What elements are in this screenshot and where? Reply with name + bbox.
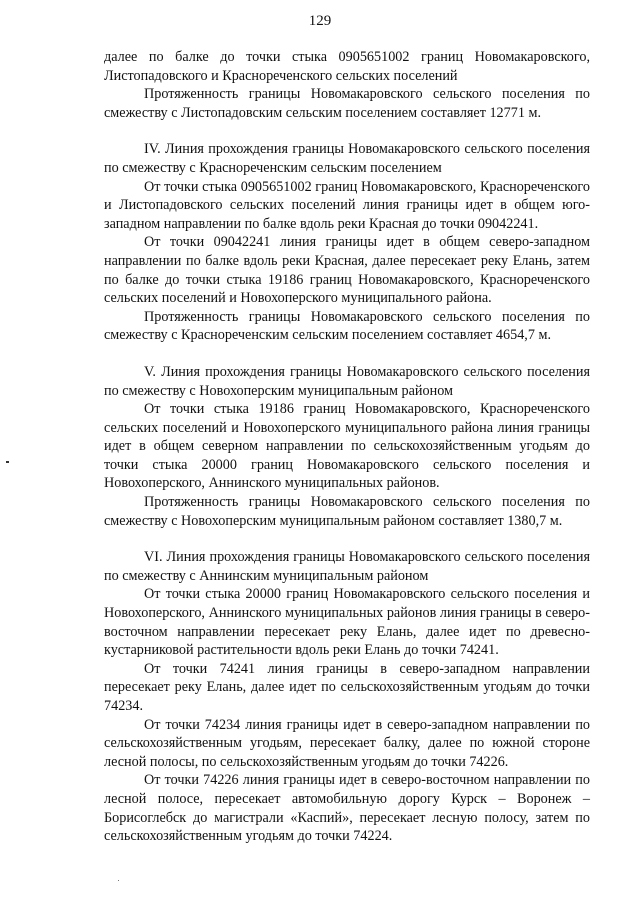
section-spacer <box>104 530 590 548</box>
section-paragraph: От точки 74226 линия границы идет в северо-восточном направлении по лесной полосе, пересекает автомобильную дорогу Курск – Воронеж – Борисоглебск до магистрали «Каспий», пересекает лесную полосу, затем по сельскохозяйственным угодьям до точки 74224. <box>104 772 590 845</box>
section-paragraph: От точки стыка 0905651002 границ Новомакаровского, Краснореченского и Листопадовского сельских поселений линия границы идет в общем юго-западном направлении по балке вдоль реки Красная до точки 09042241. <box>104 178 590 232</box>
section-heading: IV. Линия прохождения границы Новомакаровского сельского поселения по смежеству с Краснореченским сельским поселением <box>104 141 590 176</box>
section-paragraph: От точки 09042241 линия границы идет в общем северо-западном направлении по балке вдоль реки Красная, далее пересекает реку Елань, затем по балке до точки стыка 19186 границ Новомакаровского, Краснореченского сельских поселений и Новохоперского муниципального района. <box>104 234 590 307</box>
page-number: 129 <box>308 13 332 29</box>
intro-continuation: далее по балке до точки стыка 0905651002 границ Новомакаровского, Листопадовского и Краснореченского сельских поселений <box>104 49 590 84</box>
section-spacer <box>104 122 590 140</box>
document-body <box>104 48 590 846</box>
section-spacer <box>104 345 590 363</box>
section-paragraph: От точки стыка 19186 границ Новомакаровского, Краснореченского сельских поселений и Новохоперского муниципального района линия границы идет в общем северном направлении по сельскохозяйственным угодьям до точки стыка 20000 границ Новомакаровского сельского поселения и Новохоперского, Аннинского муниципальных районов. <box>104 401 590 492</box>
intro-length-paragraph: Протяженность границы Новомакаровского сельского поселения по смежеству с Листопадовским сельским поселением составляет 12771 м. <box>104 86 590 121</box>
section-paragraph: От точки 74234 линия границы идет в северо-западном направлении по сельскохозяйственным угодьям, пересекает балку, далее по южной стороне лесной полосы, по сельскохозяйственным угодьям до точки 74226. <box>104 716 590 770</box>
section-paragraph: Протяженность границы Новомакаровского сельского поселения по смежеству с Новохоперским муниципальным районом составляет 1380,7 м. <box>104 494 590 529</box>
section-paragraph: От точки стыка 20000 границ Новомакаровского сельского поселения и Новохоперского, Аннинского муниципальных районов линия границы в северо-восточном направлении пересекает реку Елань, далее идет по древесно-кустарниковой растительности вдоль реки Елань до точки 74241. <box>104 586 590 659</box>
scan-speck <box>118 880 119 881</box>
section-heading: V. Линия прохождения границы Новомакаровского сельского поселения по смежеству с Новохоперским муниципальным районом <box>104 363 590 399</box>
scan-speck <box>6 461 9 463</box>
section-paragraph: Протяженность границы Новомакаровского сельского поселения по смежеству с Краснореченским сельским поселением составляет 4654,7 м. <box>104 308 590 344</box>
section-paragraph: От точки 74241 линия границы в северо-западном направлении пересекает реку Елань, далее идет по сельскохозяйственным угодьям до точки 74234. <box>104 660 590 714</box>
section-heading: VI. Линия прохождения границы Новомакаровского сельского поселения по смежеству с Аннинским муниципальным районом <box>104 549 590 584</box>
section-v <box>104 363 590 530</box>
section-vi <box>104 548 590 846</box>
section-iv <box>104 140 590 345</box>
